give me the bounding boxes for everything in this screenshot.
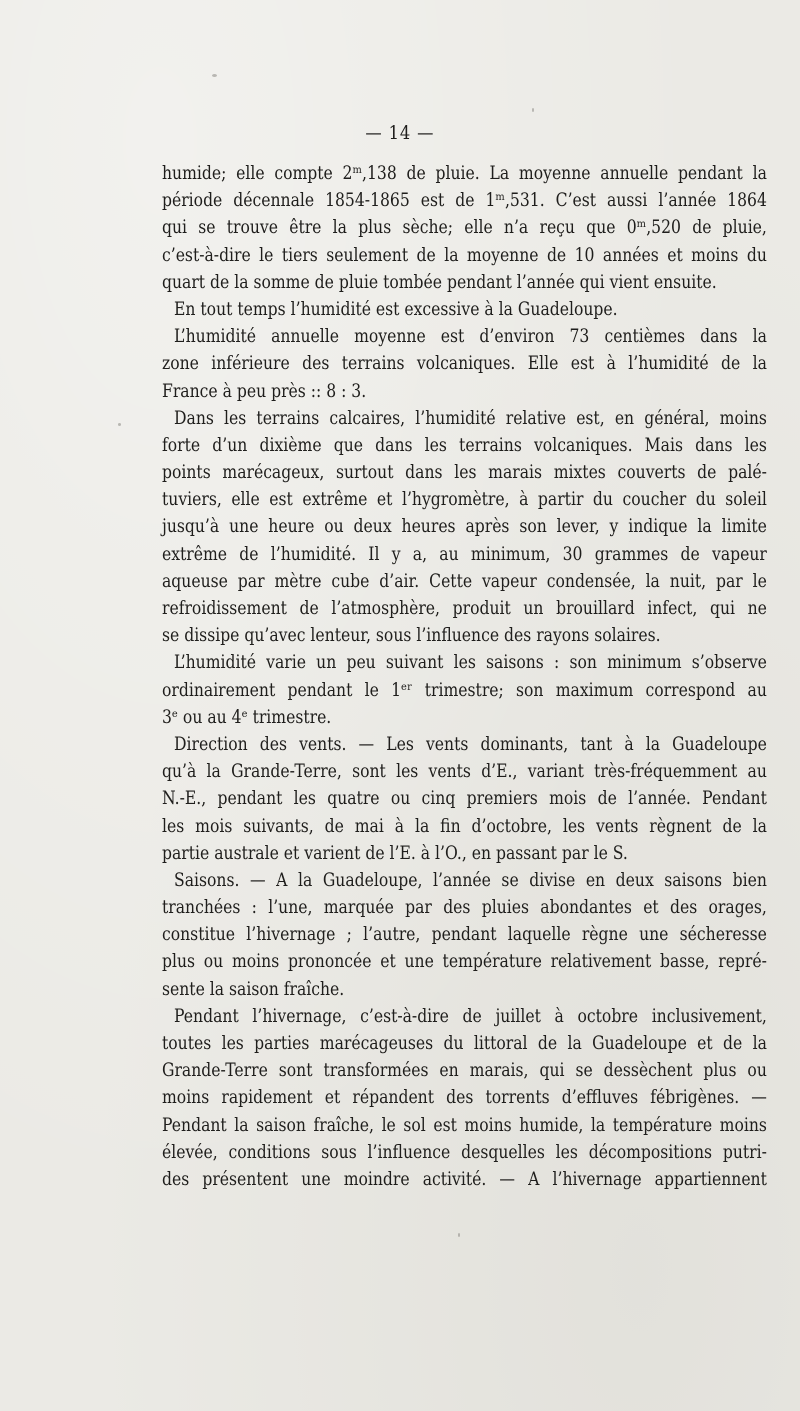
text-line: période décennale 1854-1865 est de 1ᵐ,531. C’est aussi l’année 1864	[162, 190, 767, 212]
page-text	[162, 160, 767, 1193]
text-line: ordinairement pendant le 1ᵉʳ trimestre; son maximum correspond au	[162, 679, 767, 701]
text-line: partie australe et varient de l’E. à l’O., en passant par le S.	[162, 842, 628, 864]
text-line: qu’à la Grande-Terre, sont les vents d’E., variant très-fréquemment au	[162, 761, 767, 783]
text-line: forte d’un dixième que dans les terrains volcaniques. Mais dans les	[162, 434, 767, 456]
text-line: En tout temps l’humidité est excessive à la Guadeloupe.	[174, 298, 618, 320]
text-line: toutes les parties marécageuses du littoral de la Guadeloupe et de la	[162, 1033, 767, 1054]
text-line: Direction des vents. — Les vents dominants, tant à la Guadeloupe	[174, 733, 767, 755]
paper-speck	[118, 423, 121, 426]
text-line: refroidissement de l’atmosphère, produit un brouillard infect, qui ne	[162, 598, 767, 619]
text-line: élevée, conditions sous l’influence desquelles les décompositions putri-	[162, 1141, 767, 1163]
text-line: Saisons. — A la Guadeloupe, l’année se divise en deux saisons bien	[174, 869, 767, 891]
text-line: France à peu près :: 8 : 3.	[162, 380, 367, 402]
text-line: Pendant l’hivernage, c’est-à-dire de juillet à octobre inclusivement,	[174, 1005, 767, 1027]
text-line: Grande-Terre sont transformées en marais, qui se dessèchent plus ou	[162, 1060, 767, 1082]
text-line: se dissipe qu’avec lenteur, sous l’influence des rayons solaires.	[162, 625, 661, 647]
text-line: tuviers, elle est extrême et l’hygromètre, à partir du coucher du soleil	[162, 489, 767, 511]
text-line: tranchées : l’une, marquée par des pluies abondantes et des orages,	[162, 897, 767, 919]
text-line: quart de la somme de pluie tombée pendant l’année qui vient ensuite.	[162, 271, 717, 293]
paper-speck	[532, 108, 534, 112]
text-line: c’est-à-dire le tiers seulement de la moyenne de 10 années et moins du	[162, 244, 767, 266]
text-line: zone inférieure des terrains volcaniques. Elle est à l’humidité de la	[162, 353, 767, 375]
text-line: des présentent une moindre activité. — A l’hivernage appartiennent	[162, 1168, 767, 1190]
text-line: les mois suivants, de mai à la fin d’octobre, les vents règnent de la	[162, 815, 767, 837]
page-number: — 14 —	[365, 122, 435, 144]
text-line: constitue l’hivernage ; l’autre, pendant laquelle règne une sécheresse	[162, 924, 767, 946]
text-line: moins rapidement et répandent des torrents d’effluves fébrigènes. —	[162, 1087, 767, 1109]
text-line: humide; elle compte 2ᵐ,138 de pluie. La moyenne annuelle pendant la	[162, 163, 767, 184]
text-line: qui se trouve être la plus sèche; elle n’a reçu que 0ᵐ,520 de pluie,	[162, 217, 767, 239]
text-line: extrême de l’humidité. Il y a, au minimum, 30 grammes de vapeur	[162, 543, 767, 565]
text-line: sente la saison fraîche.	[162, 978, 345, 1000]
text-line: L’humidité varie un peu suivant les saisons : son minimum s’observe	[174, 652, 767, 674]
text-line: N.-E., pendant les quatre ou cinq premiers mois de l’année. Pendant	[162, 788, 767, 810]
text-line: 3ᵉ ou au 4ᵉ trimestre.	[162, 706, 332, 728]
text-line: L’humidité annuelle moyenne est d’environ 73 centièmes dans la	[174, 326, 767, 348]
text-line: plus ou moins prononcée et une température relativement basse, repré-	[162, 951, 767, 973]
text-line: jusqu’à une heure ou deux heures après son lever, y indique la limite	[162, 516, 767, 538]
paper-speck	[458, 1233, 460, 1237]
text-line: points marécageux, surtout dans les marais mixtes couverts de palé-	[162, 462, 767, 484]
paper-speck	[212, 74, 217, 77]
text-line: Pendant la saison fraîche, le sol est moins humide, la température moins	[162, 1114, 767, 1136]
text-line: Dans les terrains calcaires, l’humidité relative est, en général, moins	[174, 407, 767, 429]
text-line: aqueuse par mètre cube d’air. Cette vapeur condensée, la nuit, par le	[162, 570, 767, 592]
